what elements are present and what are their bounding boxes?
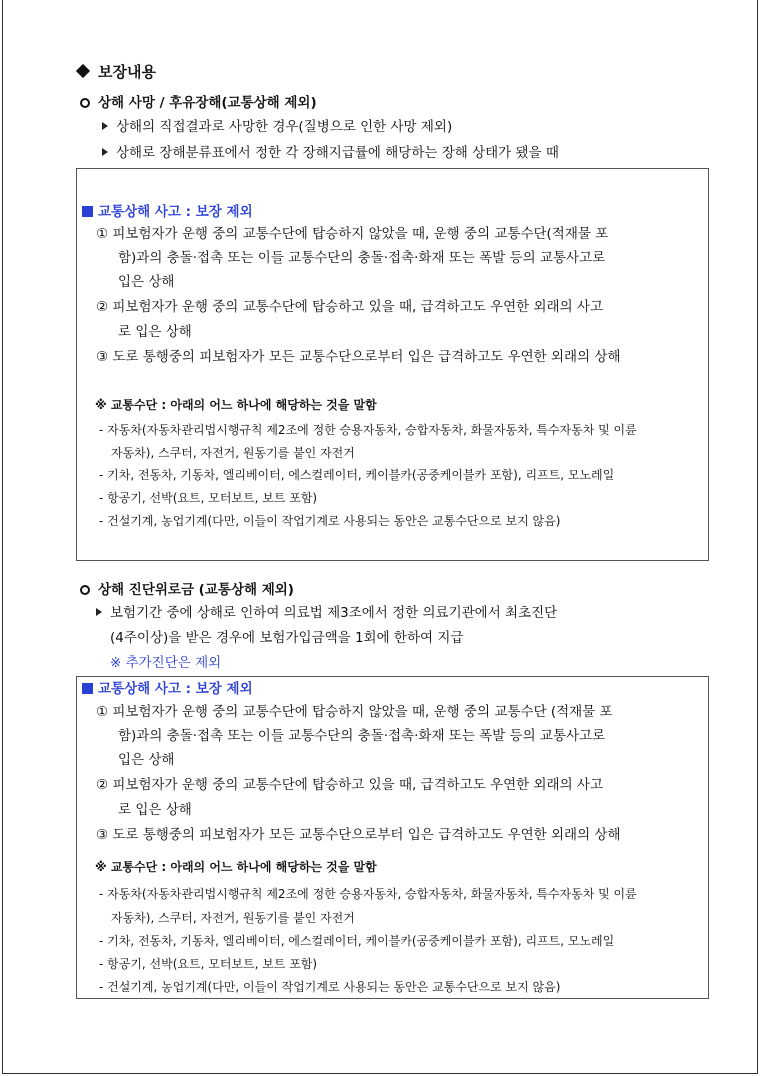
box1-note3: - 항공기, 선박(요트, 모터보트, 보트 포함) xyxy=(99,491,318,505)
section2-title: 상해 진단위로금 (교통상해 제외) xyxy=(80,578,294,598)
box1-heading: 교통상해 사고 : 보장 제외 xyxy=(82,200,253,220)
blue-square-icon xyxy=(82,206,93,217)
box2-item1-line3: 입은 상해 xyxy=(118,752,175,768)
section1-bullet-2: 상해로 장해분류표에서 정한 각 장해지급률에 해당하는 장해 상태가 됐을 때 xyxy=(102,141,559,161)
triangle-bullet-icon xyxy=(96,608,102,616)
diamond-bullet-icon xyxy=(76,64,90,78)
triangle-bullet-icon xyxy=(102,122,108,130)
box2-note1-line2: 자동차), 스쿠터, 자전거, 원동기를 붙인 자전거 xyxy=(111,911,355,925)
section1-bullet-1: 상해의 직접결과로 사망한 경우(질병으로 인한 사망 제외) xyxy=(102,115,452,135)
coverage-heading xyxy=(76,61,156,82)
box1-item1-line2: 함)과의 충돌·접촉 또는 이들 교통수단의 충돌·접촉·화재 또는 폭발 등의 교통사고로 xyxy=(118,250,606,266)
box1-item3: ③ 도로 통행중의 피보험자가 모든 교통수단으로부터 입은 급격하고도 우연한 외래의 상해 xyxy=(96,349,621,365)
box2-item1-line1: ① 피보험자가 운행 중의 교통수단에 탑승하지 않았을 때, 운행 중의 교통수단 (적재물 포 xyxy=(96,704,613,720)
section2-extra-note: ※ 추가진단은 제외 xyxy=(110,655,222,671)
box1-item1-line3: 입은 상해 xyxy=(118,274,175,290)
triangle-bullet-icon xyxy=(102,148,108,156)
box1-item2-line2: 로 입은 상해 xyxy=(118,324,192,340)
box2-item1-line2: 함)과의 충돌·접촉 또는 이들 교통수단의 충돌·접촉·화재 또는 폭발 등의 교통사고로 xyxy=(118,728,606,744)
box2-item3: ③ 도로 통행중의 피보험자가 모든 교통수단으로부터 입은 급격하고도 우연한 외래의 상해 xyxy=(96,827,621,843)
box2-note3: - 항공기, 선박(요트, 모터보트, 보트 포함) xyxy=(99,957,318,971)
box1-note1-line2: 자동차), 스쿠터, 자전거, 원동기를 붙인 자전거 xyxy=(111,446,355,460)
box2-note1-line1: - 자동차(자동차관리법시행규칙 제2조에 정한 승용자동차, 승합자동차, 화물자동차, 특수자동차 및 이륜 xyxy=(99,887,637,901)
section2-bullet-line1: 보험기간 중에 상해로 인하여 의료법 제3조에서 정한 의료기관에서 최초진단 xyxy=(96,601,557,621)
box1-note1-line1: - 자동차(자동차관리법시행규칙 제2조에 정한 승용자동차, 승합자동차, 화물자동차, 특수자동차 및 이륜 xyxy=(99,423,637,437)
coverage-title: 보장내용 xyxy=(98,63,156,81)
box2-note4: - 건설기계, 농업기계(다만, 이들이 작업기계로 사용되는 동안은 교통수단으로 보지 않음) xyxy=(99,980,561,994)
box2-item2-line1: ② 피보험자가 운행 중의 교통수단에 탑승하고 있을 때, 급격하고도 우연한 외래의 사고 xyxy=(96,777,603,793)
blue-square-icon xyxy=(82,683,93,694)
box1-note-title: ※ 교통수단 : 아래의 어느 하나에 해당하는 것을 말함 xyxy=(95,398,377,412)
box1-note4: - 건설기계, 농업기계(다만, 이들이 작업기계로 사용되는 동안은 교통수단으로 보지 않음) xyxy=(99,514,561,528)
section1-title: 상해 사망 / 후유장해(교통상해 제외) xyxy=(80,91,317,111)
box2-heading: 교통상해 사고 : 보장 제외 xyxy=(82,677,253,697)
circle-bullet-icon xyxy=(80,585,90,595)
circle-bullet-icon xyxy=(80,98,90,108)
box2-item2-line2: 로 입은 상해 xyxy=(118,802,192,818)
box1-note2: - 기차, 전동차, 기동차, 엘리베이터, 에스컬레이터, 케이블카(공중케이블카 포함), 리프트, 모노레일 xyxy=(99,468,615,482)
box2-note-title: ※ 교통수단 : 아래의 어느 하나에 해당하는 것을 말함 xyxy=(95,860,377,874)
box1-item2-line1: ② 피보험자가 운행 중의 교통수단에 탑승하고 있을 때, 급격하고도 우연한 외래의 사고 xyxy=(96,299,603,315)
box1-item1-line1: ① 피보험자가 운행 중의 교통수단에 탑승하지 않았을 때, 운행 중의 교통수단(적재물 포 xyxy=(96,226,609,242)
section2-bullet-line2: (4주이상)을 받은 경우에 보험가입금액을 1회에 한하여 지급 xyxy=(110,630,464,646)
box2-note2: - 기차, 전동차, 기동차, 엘리베이터, 에스컬레이터, 케이블카(공중케이블카 포함), 리프트, 모노레일 xyxy=(99,934,615,948)
